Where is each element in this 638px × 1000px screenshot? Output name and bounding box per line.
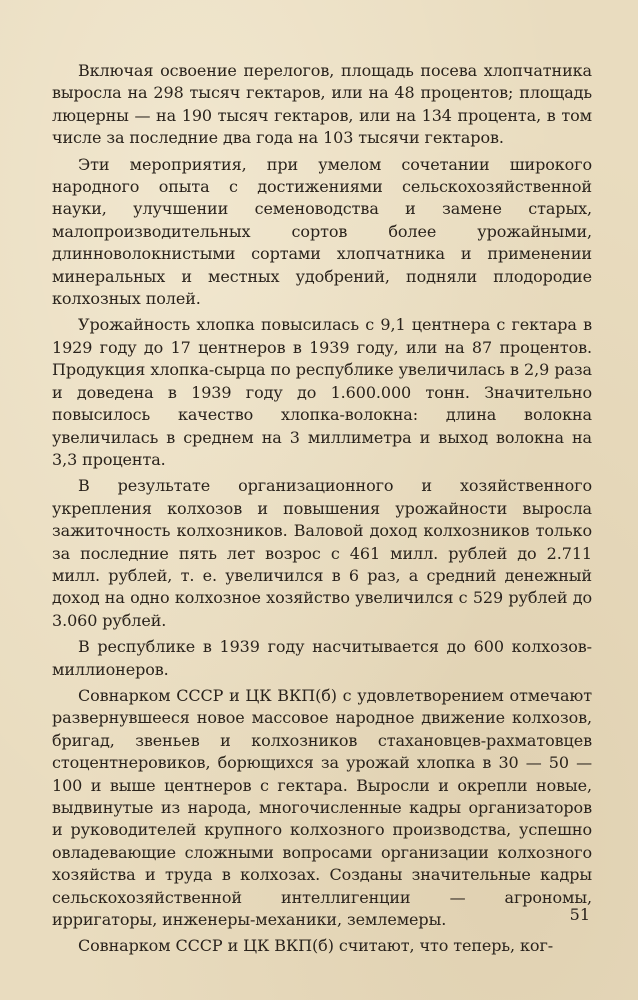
body-text xyxy=(52,60,592,958)
paragraph: В республике в 1939 году насчитывается до 600 колхозов-миллионеров. xyxy=(52,637,592,679)
paragraph: Совнарком СССР и ЦК ВКП(б) с удовлетворением отмечают развернувшееся новое массовое народное движение колхозов, бригад, звеньев и колхозников стахановцев-рахматовцев стоцентнеровиков, борющихся за урожай хлопка в 30 — 50 — 100 и выше центнеров с гектара. Выросли и окрепли новые, выдвинутые из народа, многочисленные кадры организаторов и руководителей крупного колхозного производства, успешно овладевающие сложными вопросами организации колхозного хозяйства и труда в колхозах. Созданы значительные кадры сельскохозяйственной интеллигенции — агрономы, ирригаторы, инженеры-механики, землемеры. xyxy=(52,685,592,930)
paragraph: Эти мероприятия, при умелом сочетании широкого народного опыта с достижениями сельскохозяйственной науки, улучшении семеноводства и замене старых, малопроизводительных сортов более урожайными, длинноволокнистыми сортами хлопчатника и применении минеральных и местных удобрений, подняли плодородие колхозных полей. xyxy=(52,154,592,309)
paragraph: Включая освоение перелогов, площадь посева хлопчатника выросла на 298 тысяч гектаров, или на 48 процентов; площадь люцерны — на 190 тысяч гектаров, или на 134 процента, в том числе за последние два года на 103 тысячи гектаров. xyxy=(52,61,592,148)
paragraph: Урожайность хлопка повысилась с 9,1 центнера с гектара в 1929 году до 17 центнеров в 1939 году, или на 87 процентов. Продукция хлопка-сырца по республике увеличилась в 2,9 раза и доведена в 1939 году до 1.600.000 тонн. Значительно повысилось качество хлопка-волокна: длина волокна увеличилась в среднем на 3 миллиметра и выход волокна на 3,3 процента. xyxy=(52,315,592,469)
page-number: 51 xyxy=(569,905,590,924)
paragraph: В результате организационного и хозяйственного укрепления колхозов и повышения урожайности выросла зажиточность колхозников. Валовой доход колхозников только за последние пять лет возрос с 461 милл. рублей до 2.711 милл. рублей, т. е. увеличился в 6 раз, а средний денежный доход на одно колхозное хозяйство увеличился с 529 рублей до 3.060 рублей. xyxy=(52,476,592,630)
paragraph: Совнарком СССР и ЦК ВКП(б) считают, что теперь, ког- xyxy=(78,936,554,956)
